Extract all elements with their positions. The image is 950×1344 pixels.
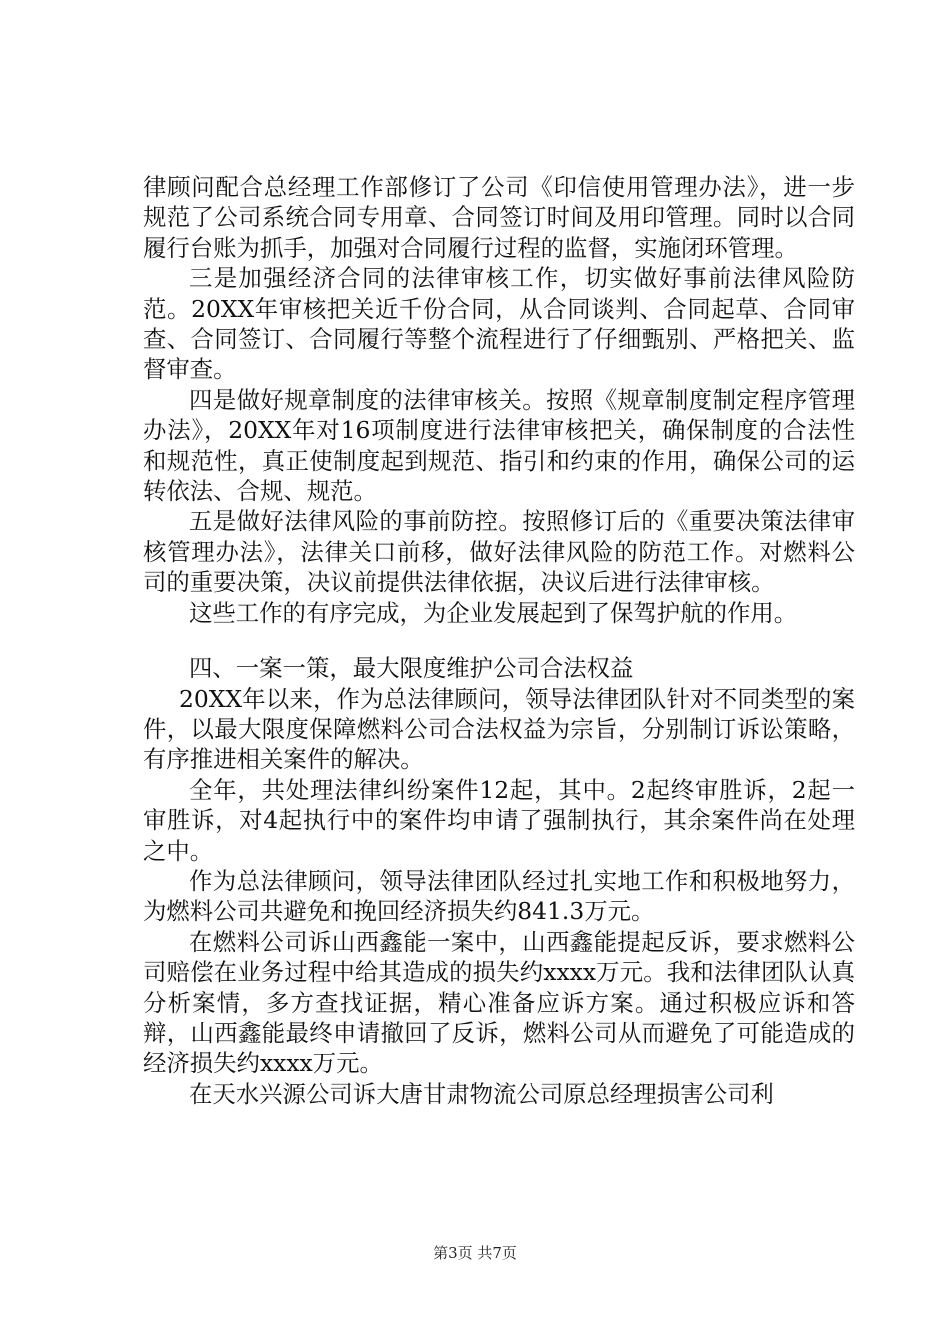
paragraph-case-strategy: 20XX年以来，作为总法律顾问，领导法律团队针对不同类型的案件，以最大限度保障燃料公司合法权益为宗旨，分别制订诉讼策略，有序推进相关案件的解决。 [143, 684, 855, 774]
paragraph-contract-review: 三是加强经济合同的法律审核工作，切实做好事前法律风险防范。20XX年审核把关近千份合同，从合同谈判、合同起草、合同审查、合同签订、合同履行等整个流程进行了仔细甄别、严格把关、监督审查。 [143, 264, 855, 384]
paragraph-risk-prevention: 五是做好法律风险的事前防控。按照修订后的《重要决策法律审核管理办法》，法律关口前移，做好法律风险的防范工作。对燃料公司的重要决策，决议前提供法律依据，决议后进行法律审核。 [143, 507, 855, 597]
paragraph-losses-avoided: 作为总法律顾问，领导法律团队经过扎实地工作和积极地努力，为燃料公司共避免和挽回经济损失约841.3万元。 [143, 866, 855, 926]
document-body [143, 172, 855, 1109]
paragraph-rules-review: 四是做好规章制度的法律审核关。按照《规章制度制定程序管理办法》，20XX年对16项制度进行法律审核把关，确保制度的合法性和规范性，真正使制度起到规范、指引和约束的作用，确保公司的运转依法、合规、规范。 [143, 385, 855, 506]
paragraph-tianshui-case: 在天水兴源公司诉大唐甘肃物流公司原总经理损害公司利 [189, 1079, 774, 1108]
section-heading: 四、一案一策，最大限度维护公司合法权益 [189, 654, 634, 683]
paragraph-continued: 律顾问配合总经理工作部修订了公司《印信使用管理办法》，进一步规范了公司系统合同专用章、合同签订时间及用印管理。同时以合同履行台账为抓手，加强对合同履行过程的监督，实施闭环管理。 [143, 173, 855, 262]
paragraph-summary: 这些工作的有序完成，为企业发展起到了保驾护航的作用。 [189, 598, 798, 627]
page-footer: 第3页 共7页 [433, 1244, 517, 1262]
paragraph-case-count: 全年，共处理法律纠纷案件12起，其中。2起终审胜诉，2起一审胜诉，对4起执行中的案件均申请了强制执行，其余案件尚在处理之中。 [143, 775, 855, 865]
paragraph-shanxi-case: 在燃料公司诉山西鑫能一案中，山西鑫能提起反诉，要求燃料公司赔偿在业务过程中给其造成的损失约xxxx万元。我和法律团队认真分析案情，多方查找证据，精心准备应诉方案。通过积极应诉和答辩，山西鑫能最终申请撤回了反诉，燃料公司从而避免了可能造成的经济损失约xxxx万元。 [143, 927, 855, 1078]
